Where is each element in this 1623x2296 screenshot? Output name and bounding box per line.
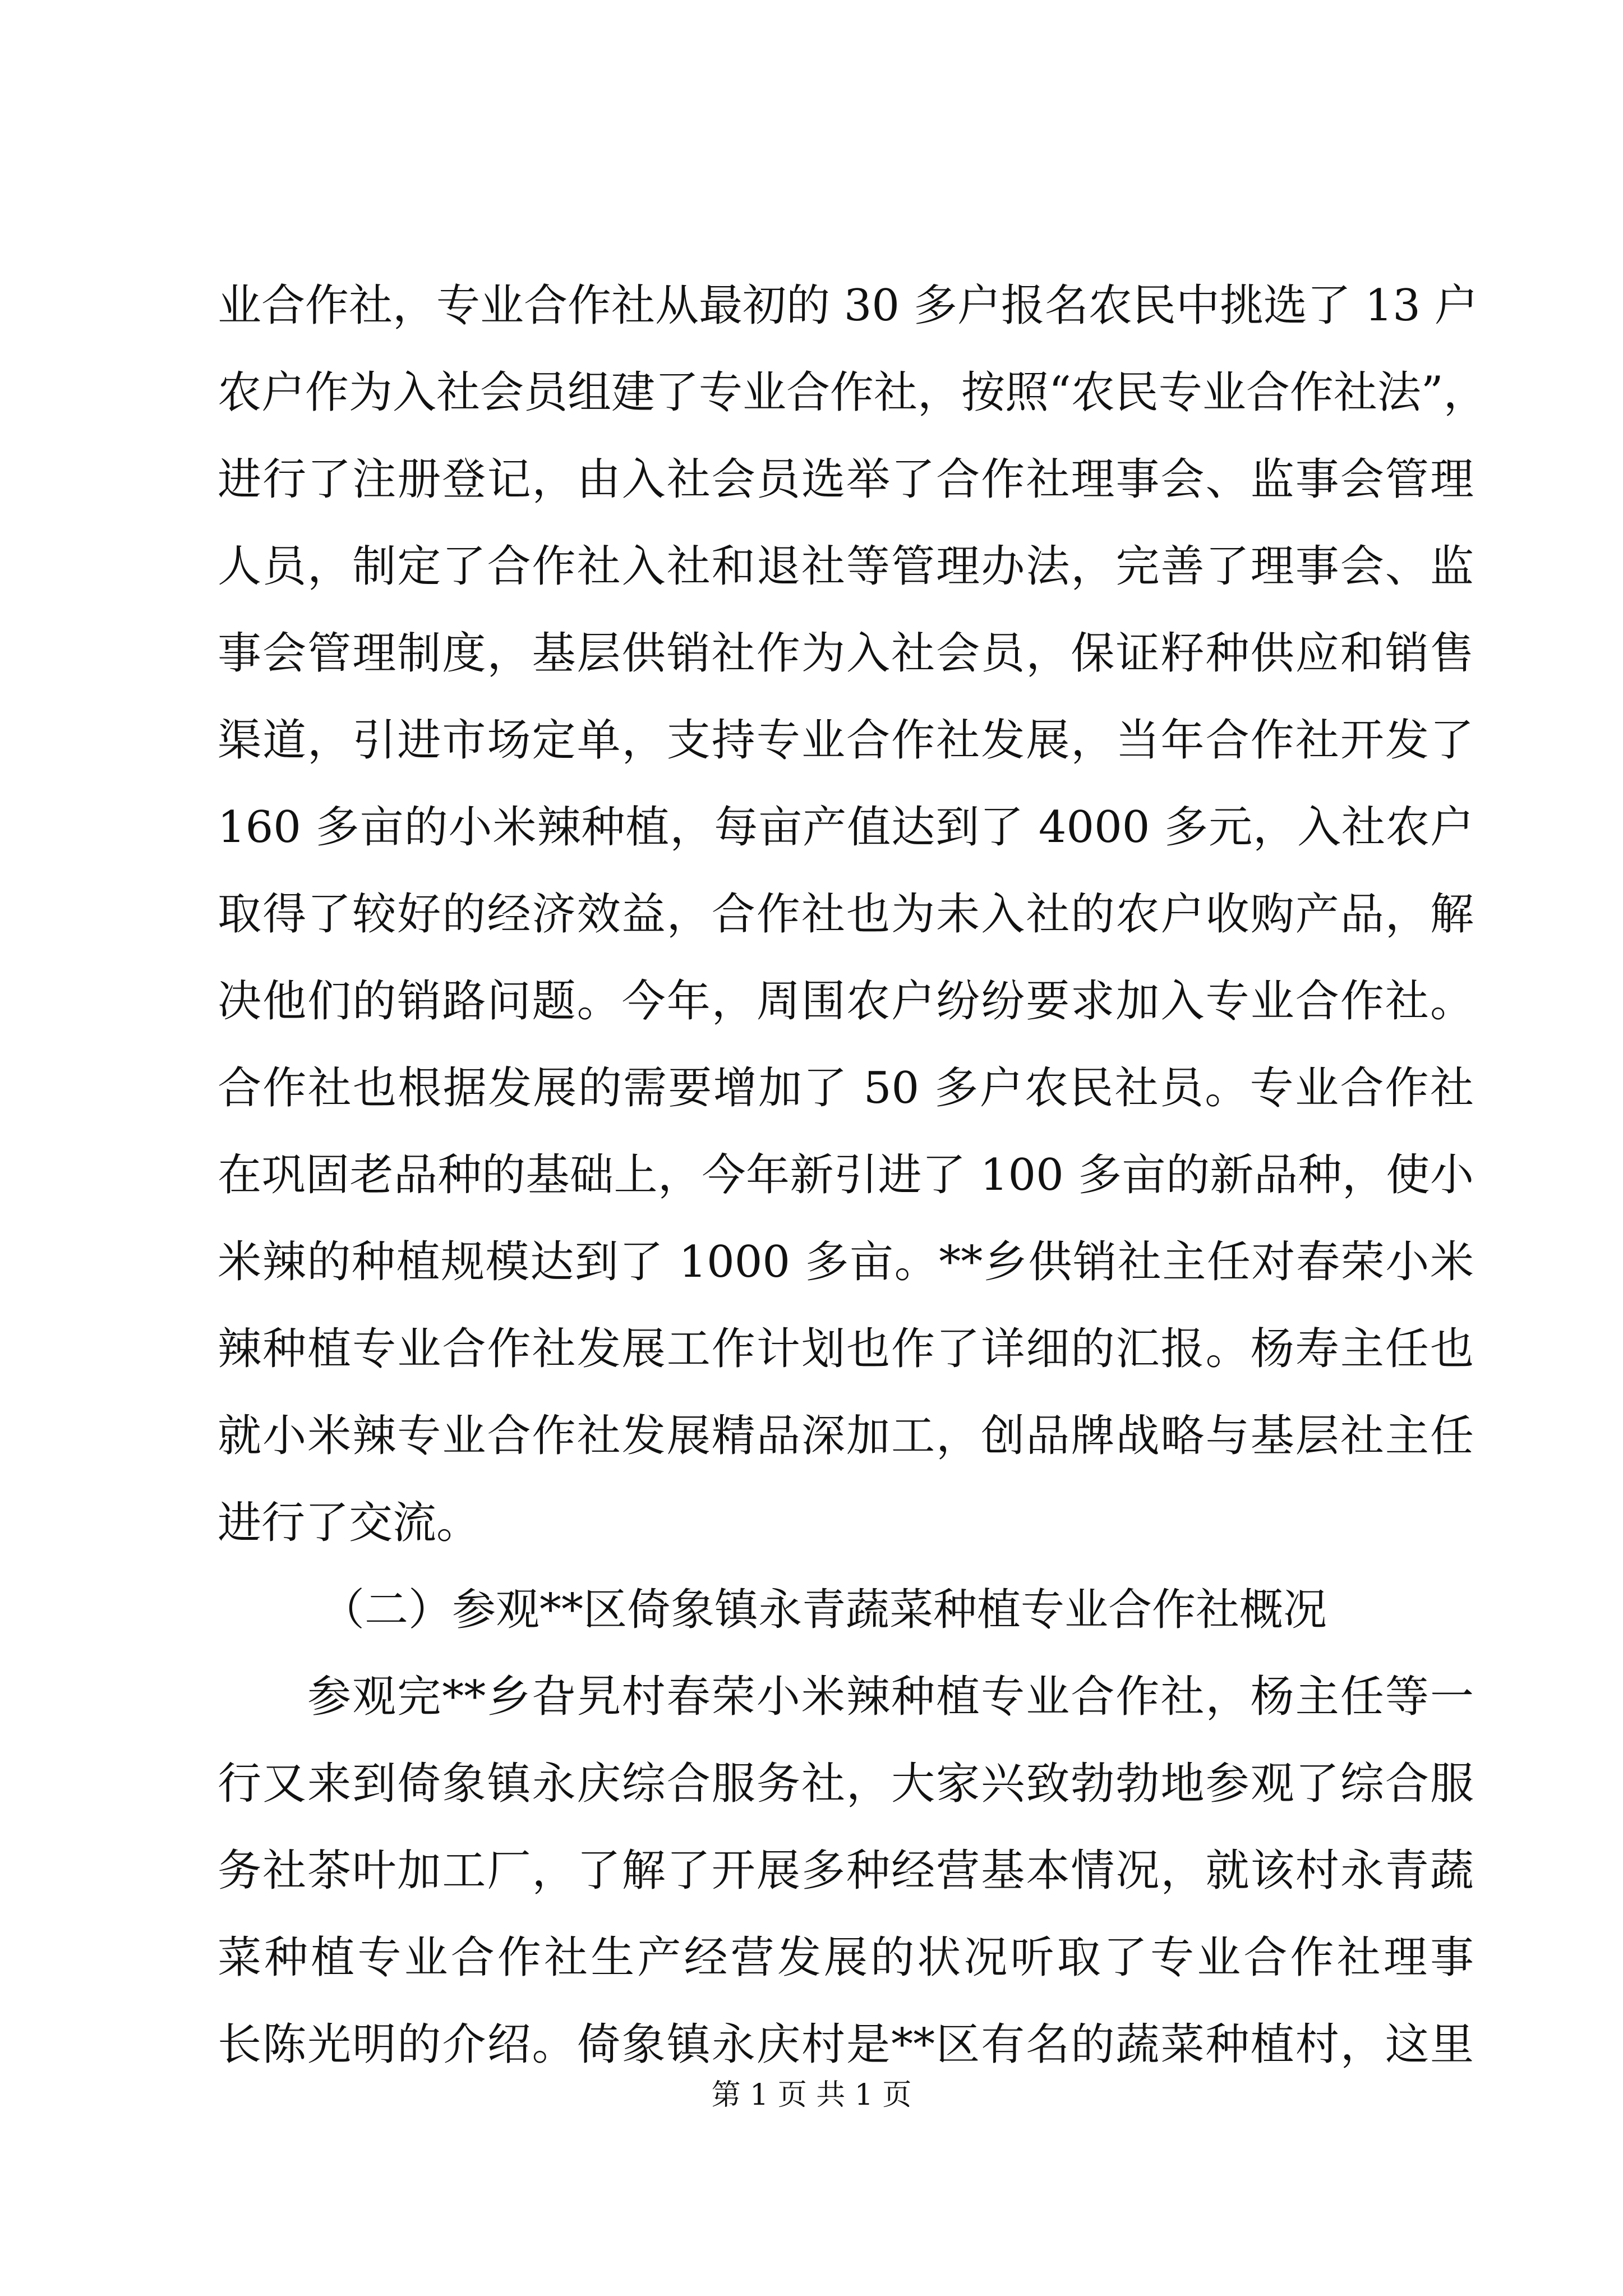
text-line: 在巩固老品种的基础上，今年新引进了 100 多亩的新品种，使小 bbox=[218, 1150, 1474, 1200]
text-line: 取得了较好的经济效益，合作社也为未入社的农户收购产品，解 bbox=[218, 889, 1474, 940]
text-line: 人员，制定了合作社入社和退社等管理办法，完善了理事会、监 bbox=[218, 541, 1474, 592]
body-text bbox=[218, 263, 1487, 2088]
text-line: 合作社也根据发展的需要增加了 50 多户农民社员。专业合作社 bbox=[218, 1063, 1474, 1114]
text-line: 业合作社，专业合作社从最初的 30 多户报名农民中挑选了 13 户 bbox=[218, 280, 1478, 331]
paragraph-first-line: 参观完**乡旮旯村春荣小米辣种植专业合作社，杨主任等一 bbox=[307, 1672, 1474, 1722]
text-line: 进行了注册登记，由入社会员选举了合作社理事会、监事会管理 bbox=[218, 454, 1474, 505]
text-line: 农户作为入社会员组建了专业合作社，按照“农民专业合作社法”， bbox=[218, 367, 1487, 418]
text-line: 渠道，引进市场定单，支持专业合作社发展，当年合作社开发了 bbox=[218, 715, 1474, 766]
text-line: 进行了交流。 bbox=[218, 1498, 481, 1548]
page-footer: 第 1 页 共 1 页 bbox=[711, 2078, 912, 2112]
text-line: 就小米辣专业合作社发展精品深加工，创品牌战略与基层社主任 bbox=[218, 1411, 1474, 1461]
section-heading: （二）参观**区倚象镇永青蔬菜种植专业合作社概况 bbox=[321, 1585, 1327, 1635]
text-line: 事会管理制度，基层供销社作为入社会员，保证籽种供应和销售 bbox=[218, 628, 1474, 679]
text-line: 长陈光明的介绍。倚象镇永庆村是**区有名的蔬菜种植村，这里 bbox=[218, 2019, 1474, 2070]
text-line: 辣种植专业合作社发展工作计划也作了详细的汇报。杨寿主任也 bbox=[218, 1324, 1474, 1374]
text-line: 决他们的销路问题。今年，周围农户纷纷要求加入专业合作社。 bbox=[218, 976, 1474, 1027]
text-line: 务社茶叶加工厂，了解了开展多种经营基本情况，就该村永青蔬 bbox=[218, 1846, 1474, 1896]
text-line: 菜种植专业合作社生产经营发展的状况听取了专业合作社理事 bbox=[218, 1932, 1474, 1983]
text-line: 行又来到倚象镇永庆综合服务社，大家兴致勃勃地参观了综合服 bbox=[218, 1759, 1474, 1809]
text-line: 160 多亩的小米辣种植，每亩产值达到了 4000 多元，入社农户 bbox=[218, 802, 1474, 853]
text-line: 米辣的种植规模达到了 1000 多亩。**乡供销社主任对春荣小米 bbox=[218, 1237, 1474, 1287]
